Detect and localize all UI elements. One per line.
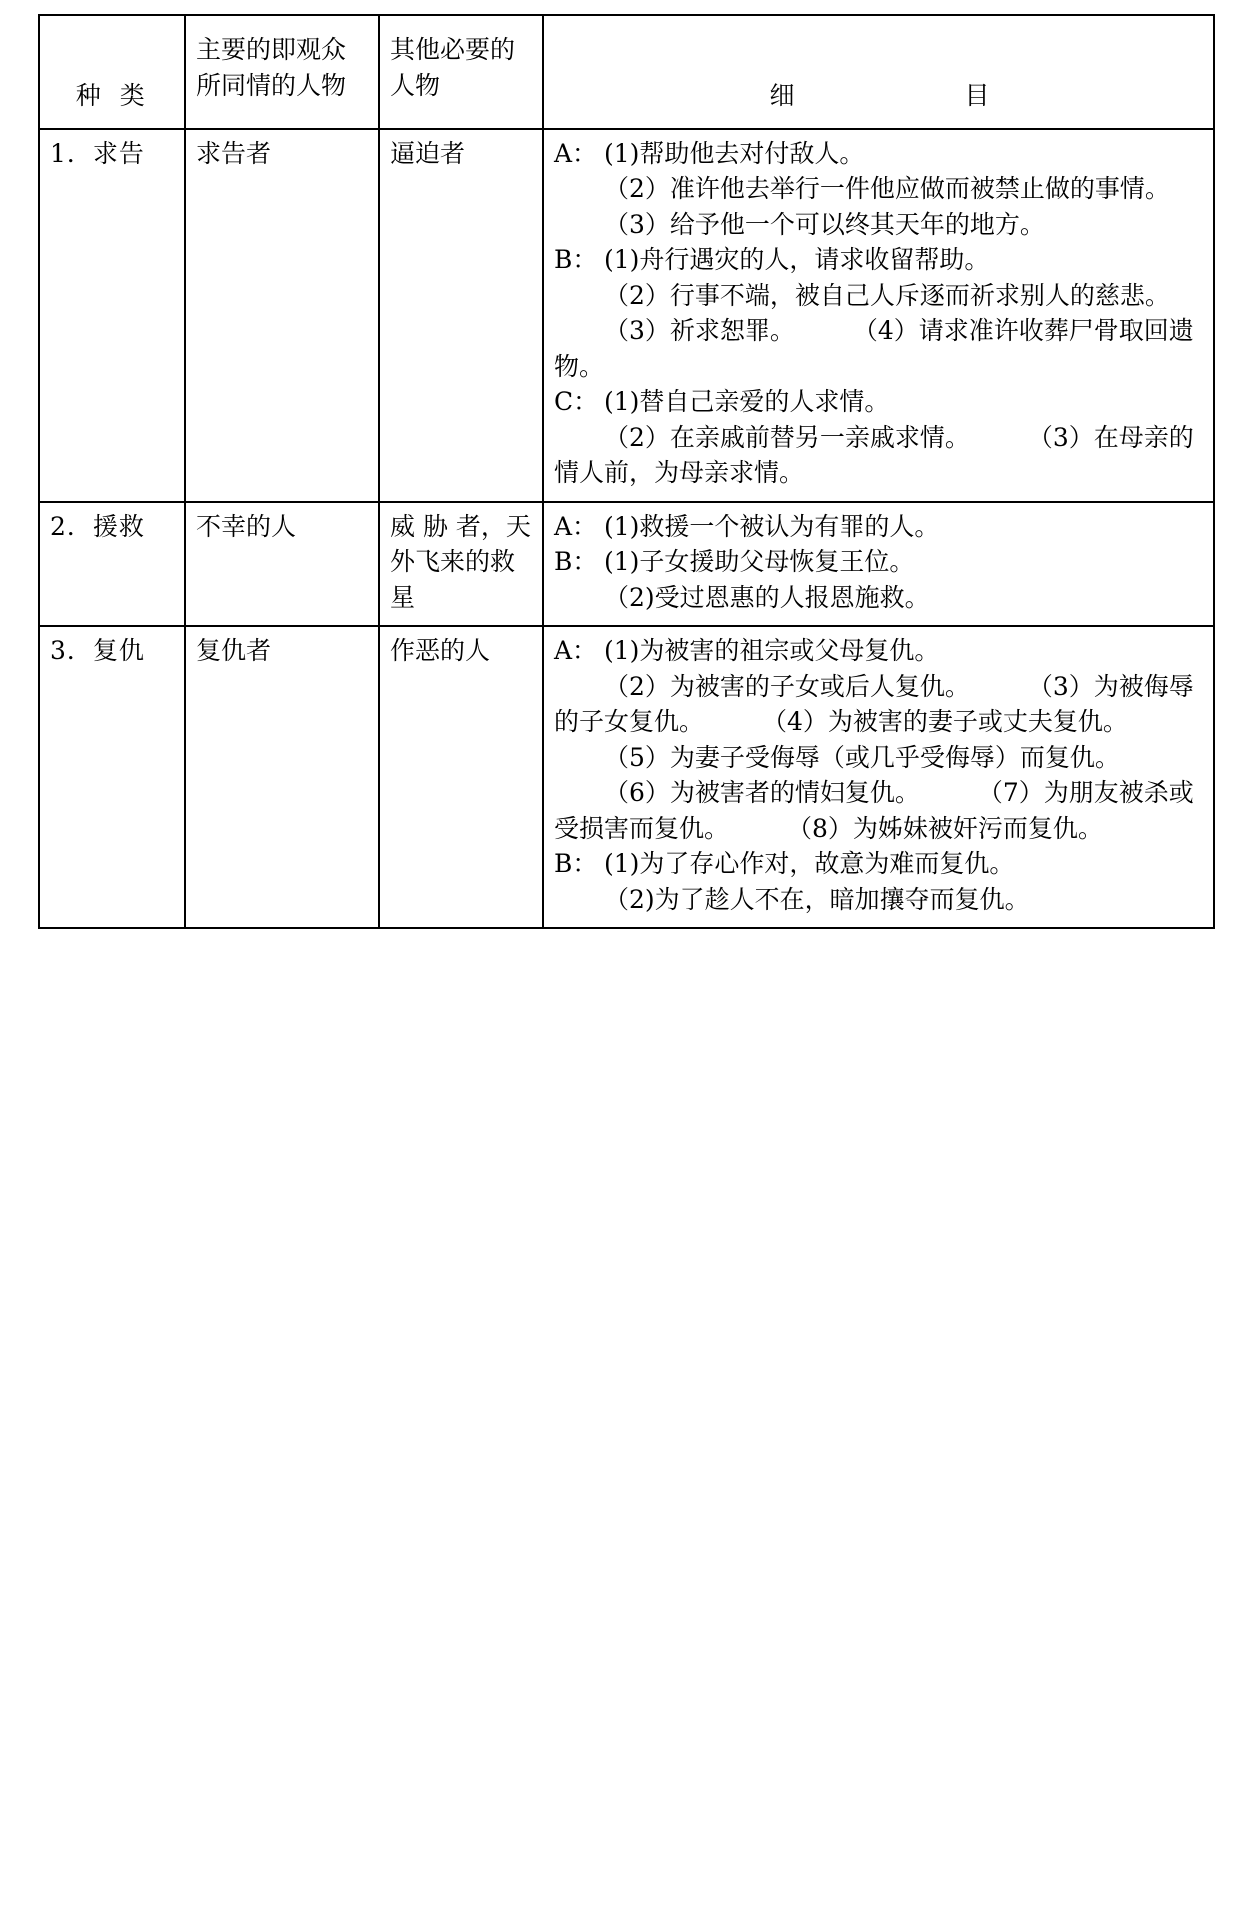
- group-label: B：: [554, 547, 598, 576]
- detail-group: [554, 633, 1205, 846]
- detail-line: （8）为姊妹被奸污而复仇。: [786, 813, 1103, 843]
- detail-text: (1)替自己亲爱的人求情。: [604, 387, 890, 416]
- group-label: A：: [554, 511, 598, 541]
- row-main-character: 复仇者: [185, 626, 379, 928]
- row-kind: 3．复仇: [39, 626, 185, 928]
- detail-text: (1)帮助他去对付敌人。: [604, 138, 865, 168]
- header-kind: 种 类: [39, 15, 185, 129]
- group-label: A：: [554, 636, 598, 665]
- classification-table: [38, 14, 1215, 929]
- table-row: [39, 626, 1214, 928]
- detail-line: （7）为朋友被杀或受损害而复仇。: [554, 778, 1194, 843]
- row-other-character: 作恶的人: [379, 626, 543, 928]
- detail-line: （4）为被害的妻子或丈夫复仇。: [761, 707, 1128, 736]
- detail-group: [554, 242, 1205, 384]
- detail-line: （3）在母亲的情人前，为母亲求情。: [554, 422, 1194, 487]
- detail-text: (1)为被害的祖宗或父母复仇。: [604, 636, 940, 665]
- detail-group: [554, 509, 1205, 545]
- row-main-character: 求告者: [185, 129, 379, 502]
- detail-line: [554, 544, 1205, 580]
- table-row: [39, 502, 1214, 627]
- detail-group: [554, 544, 1205, 615]
- detail-line: [554, 509, 1205, 545]
- table-body: [39, 129, 1214, 929]
- group-label: C：: [554, 387, 599, 416]
- detail-line: [554, 633, 1205, 669]
- header-details-left: 细: [769, 81, 795, 110]
- detail-line: [554, 846, 1205, 882]
- header-row: [39, 15, 1214, 129]
- row-details: [543, 129, 1214, 502]
- header-other-character: 其他必要的人物: [379, 15, 543, 129]
- table-header: [39, 15, 1214, 129]
- group-label: A：: [554, 138, 598, 168]
- row-kind: 2．援救: [39, 502, 185, 627]
- detail-line: （2）为被害的子女或后人复仇。: [604, 671, 970, 701]
- row-details: [543, 502, 1214, 627]
- detail-text: (1)救援一个被认为有罪的人。: [604, 511, 940, 541]
- detail-group: [554, 384, 1205, 491]
- detail-line: （2)为了趁人不在，暗加攘夺而复仇。: [604, 884, 1030, 914]
- header-main-character: 主要的即观众所同情的人物: [185, 15, 379, 129]
- detail-text: (1)子女援助父母恢复王位。: [604, 547, 915, 576]
- row-kind: 1．求告: [39, 129, 185, 502]
- detail-line: [554, 242, 1205, 278]
- detail-line: （4）请求准许收葬尸骨取回遗物。: [554, 316, 1194, 381]
- detail-line: （2）行事不端，被自己人斥逐而祈求别人的慈悲。: [604, 280, 1170, 310]
- detail-line: （2）准许他去举行一件他应做而被禁止做的事情。: [604, 174, 1170, 203]
- detail-text: (1)舟行遇灾的人，请求收留帮助。: [604, 245, 990, 274]
- detail-line: （6）为被害者的情妇复仇。: [604, 778, 920, 807]
- detail-line: （3）为被侮辱的子女复仇。: [554, 671, 1194, 736]
- group-label: B：: [554, 849, 598, 878]
- table-row: [39, 129, 1214, 502]
- detail-line: [554, 136, 1205, 172]
- detail-text: (1)为了存心作对，故意为难而复仇。: [604, 849, 1015, 878]
- row-other-character: 逼迫者: [379, 129, 543, 502]
- detail-line: （5）为妻子受侮辱（或几乎受侮辱）而复仇。: [604, 742, 1120, 772]
- header-details: [543, 15, 1214, 129]
- detail-line: （2)受过恩惠的人报恩施救。: [604, 582, 930, 612]
- detail-line: （3）祈求恕罪。: [604, 316, 795, 345]
- header-details-right: 目: [964, 81, 990, 110]
- row-main-character: 不幸的人: [185, 502, 379, 627]
- detail-line: （2）在亲戚前替另一亲戚求情。: [604, 422, 970, 452]
- detail-group: [554, 136, 1205, 243]
- group-label: B：: [554, 245, 598, 274]
- row-other-character: 威 胁 者，天外飞来的救星: [379, 502, 543, 627]
- detail-group: [554, 846, 1205, 917]
- detail-line: [554, 384, 1205, 420]
- row-details: [543, 626, 1214, 928]
- detail-line: （3）给予他一个可以终其天年的地方。: [604, 209, 1045, 239]
